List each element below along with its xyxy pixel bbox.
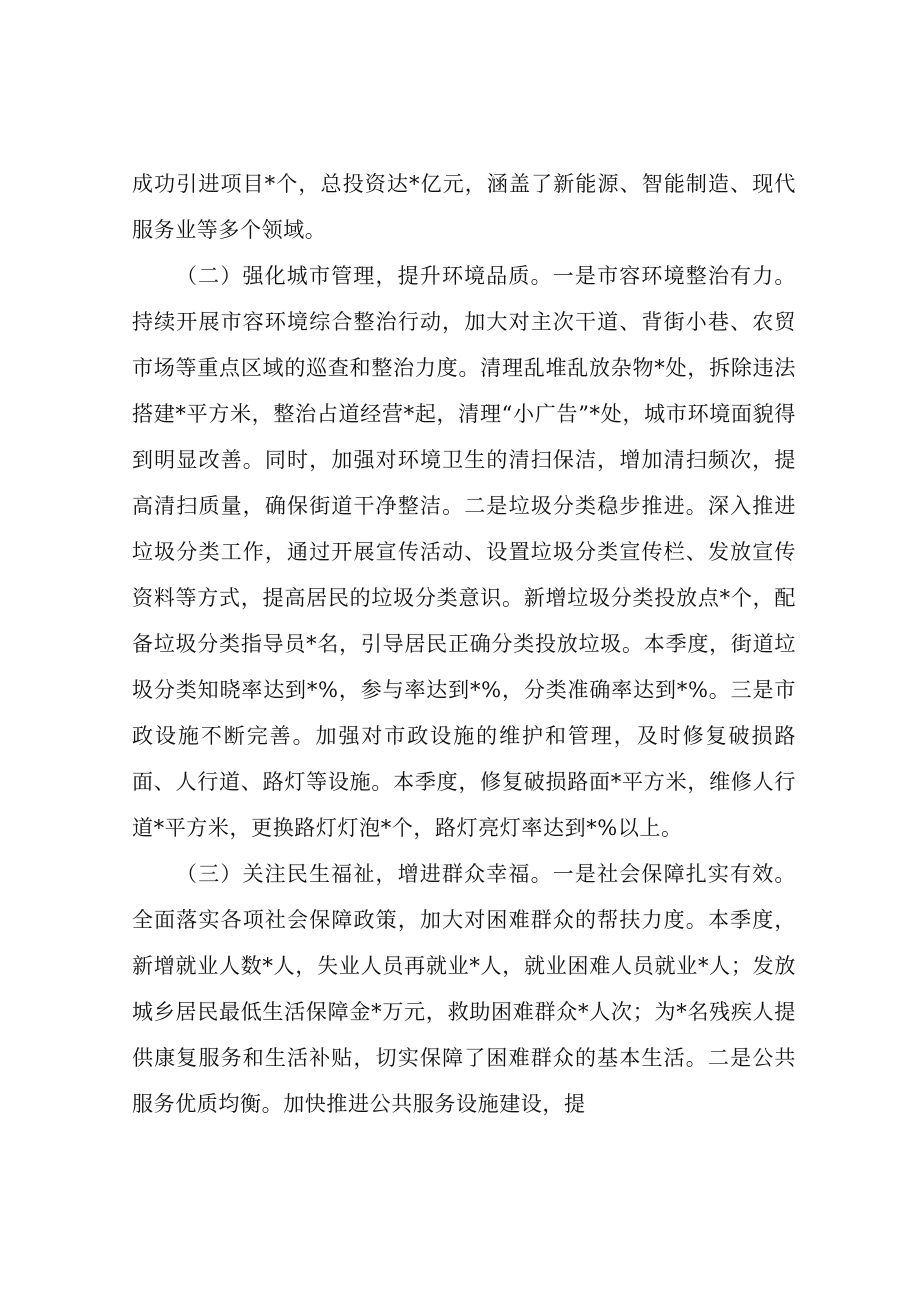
paragraph-livelihood: （三）关注民生福祉，增进群众幸福。一是社会保障扎实有效。全面落实各项社会保障政策，加大对困难群众的帮扶力度。本季度，新增就业人数*人，失业人员再就业*人，就业困难人员就业*人；发放城乡居民最低生活保障金*万元，救助困难群众*人次；为*名残疾人提供康复服务和生活补贴，切实保障了困难群众的基本生活。二是公共服务优质均衡。加快推进公共服务设施建设，提 — [132, 862, 796, 1116]
paragraph-city-management: （二）强化城市管理，提升环境品质。一是市容环境整治有力。持续开展市容环境综合整治行动，加大对主次干道、背街小巷、农贸市场等重点区域的巡查和整治力度。清理乱堆乱放杂物*处，拆除违法搭建*平方米，整治占道经营*起，清理“小广告”*处，城市环境面貌得到明显改善。同时，加强对环境卫生的清扫保洁，增加清扫频次，提高清扫质量，确保街道干净整洁。二是垃圾分类稳步推进。深入推进垃圾分类工作，通过开展宣传活动、设置垃圾分类宣传栏、发放宣传资料等方式，提高居民的垃圾分类意识。新增垃圾分类投放点*个，配备垃圾分类指导员*名，引导居民正确分类投放垃圾。本季度，街道垃圾分类知晓率达到*%，参与率达到*%，分类准确率达到*%。三是市政设施不断完善。加强对市政设施的维护和管理，及时修复破损路面、人行道、路灯等设施。本季度，修复破损路面*平方米，维修人行道*平方米，更换路灯灯泡*个，路灯亮灯率达到*%以上。 — [132, 264, 796, 840]
paragraph-continuation: 成功引进项目*个，总投资达*亿元，涵盖了新能源、智能制造、现代服务业等多个领域。 — [132, 172, 796, 242]
document-body — [132, 161, 796, 1127]
